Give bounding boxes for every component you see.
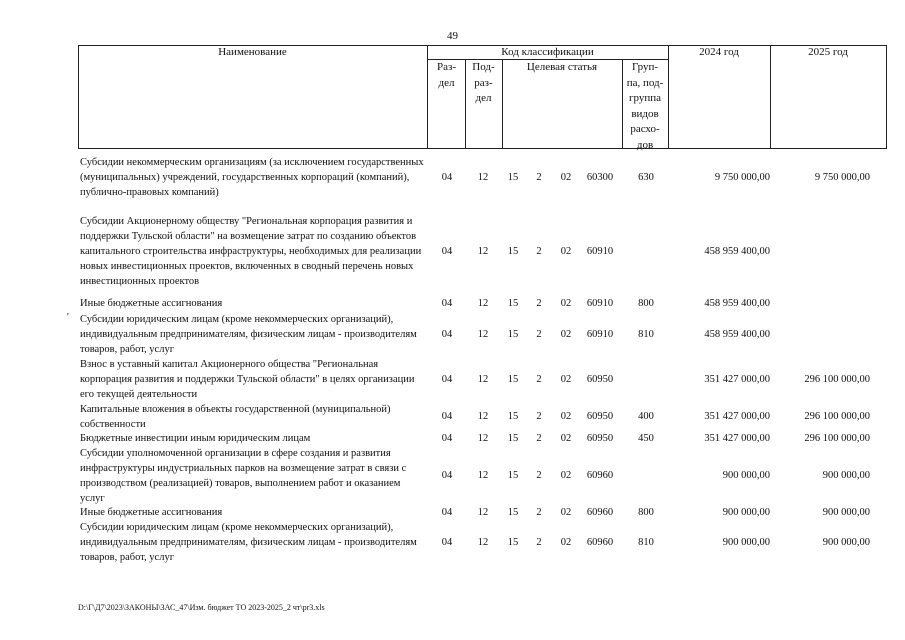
row-target-3: 02 xyxy=(560,433,572,444)
row-target-4: 60910 xyxy=(586,246,614,257)
row-target-2: 2 xyxy=(536,329,542,340)
row-target-4: 60300 xyxy=(586,172,614,183)
row-amount-2025: 296 100 000,00 xyxy=(804,411,870,422)
row-target-4: 60950 xyxy=(586,433,614,444)
row-amount-2024: 458 959 400,00 xyxy=(704,329,770,340)
row-target-1: 15 xyxy=(507,374,519,385)
row-razdel: 04 xyxy=(441,470,453,481)
row-target-2: 2 xyxy=(536,298,542,309)
row-target-4: 60950 xyxy=(586,411,614,422)
row-razdel: 04 xyxy=(441,374,453,385)
header-target: Целевая статья xyxy=(526,61,598,73)
row-target-4: 60950 xyxy=(586,374,614,385)
row-name: Субсидии юридическим лицам (кроме некоммерческих организаций), индивидуальным предпринимателям, физическим лицам - производителям товаров, работ, услуг xyxy=(80,314,417,355)
row-target-3: 02 xyxy=(560,298,572,309)
row-target-1: 15 xyxy=(507,298,519,309)
row-vid: 810 xyxy=(638,329,654,340)
row-name: Субсидии некоммерческим организациям (за исключением государственных (муниципальных) учреждений, государственных корпораций (компаний), публично-правовых компаний) xyxy=(80,157,424,198)
row-target-2: 2 xyxy=(536,246,542,257)
row-podrazdel: 12 xyxy=(477,298,489,309)
row-target-1: 15 xyxy=(507,246,519,257)
row-target-2: 2 xyxy=(536,537,542,548)
row-target-2: 2 xyxy=(536,470,542,481)
row-target-2: 2 xyxy=(536,411,542,422)
row-target-4: 60910 xyxy=(586,329,614,340)
header-divider xyxy=(770,45,771,149)
row-target-4: 60910 xyxy=(586,298,614,309)
row-razdel: 04 xyxy=(441,411,453,422)
row-amount-2025: 296 100 000,00 xyxy=(804,374,870,385)
row-podrazdel: 12 xyxy=(477,411,489,422)
row-amount-2025: 900 000,00 xyxy=(822,470,870,481)
row-name: Иные бюджетные ассигнования xyxy=(80,298,223,309)
row-amount-2024: 900 000,00 xyxy=(722,537,770,548)
header-vid: Груп- па, под- группа видов расхо- дов xyxy=(626,61,664,151)
row-podrazdel: 12 xyxy=(477,172,489,183)
row-razdel: 04 xyxy=(441,246,453,257)
row-name: Бюджетные инвестиции иным юридическим лицам xyxy=(80,433,311,444)
row-razdel: 04 xyxy=(441,298,453,309)
row-amount-2024: 351 427 000,00 xyxy=(704,433,770,444)
row-amount-2024: 351 427 000,00 xyxy=(704,374,770,385)
row-name: Субсидии юридическим лицам (кроме некоммерческих организаций), индивидуальным предпринимателям, физическим лицам - производителям товаров, работ, услуг xyxy=(80,522,417,563)
row-amount-2025: 296 100 000,00 xyxy=(804,433,870,444)
row-razdel: 04 xyxy=(441,172,453,183)
row-podrazdel: 12 xyxy=(477,537,489,548)
row-razdel: 04 xyxy=(441,507,453,518)
row-name: Взнос в уставный капитал Акционерного общества "Региональная корпорация развития и поддержки Тульской области" в целях организации его текущей деятельности xyxy=(80,359,415,400)
header-year-2024: 2024 год xyxy=(699,46,739,58)
row-amount-2024: 9 750 000,00 xyxy=(714,172,770,183)
page-number: 49 xyxy=(447,30,458,42)
row-target-4: 60960 xyxy=(586,470,614,481)
row-target-3: 02 xyxy=(560,470,572,481)
row-target-3: 02 xyxy=(560,246,572,257)
row-target-3: 02 xyxy=(560,329,572,340)
row-name: Субсидии уполномоченной организации в сфере создания и развития инфраструктуры индустриальных парков на возмещение затрат в связи с производством (реализацией) товаров, выполнением работ и оказанием услуг xyxy=(80,448,407,504)
row-podrazdel: 12 xyxy=(477,507,489,518)
row-vid: 630 xyxy=(638,172,654,183)
header-razdel: Раз- дел xyxy=(436,61,456,89)
row-name: Иные бюджетные ассигнования xyxy=(80,507,223,518)
row-podrazdel: 12 xyxy=(477,433,489,444)
row-podrazdel: 12 xyxy=(477,329,489,340)
row-podrazdel: 12 xyxy=(477,246,489,257)
row-amount-2024: 351 427 000,00 xyxy=(704,411,770,422)
row-target-1: 15 xyxy=(507,470,519,481)
row-amount-2025: 900 000,00 xyxy=(822,537,870,548)
row-vid: 800 xyxy=(638,298,654,309)
row-amount-2024: 458 959 400,00 xyxy=(704,298,770,309)
row-podrazdel: 12 xyxy=(477,374,489,385)
row-target-1: 15 xyxy=(507,507,519,518)
row-amount-2025: 9 750 000,00 xyxy=(814,172,870,183)
row-target-1: 15 xyxy=(507,329,519,340)
row-target-3: 02 xyxy=(560,172,572,183)
header-year-2025: 2025 год xyxy=(808,46,848,58)
row-target-3: 02 xyxy=(560,411,572,422)
row-target-3: 02 xyxy=(560,507,572,518)
row-target-2: 2 xyxy=(536,507,542,518)
row-razdel: 04 xyxy=(441,329,453,340)
footer-file-path: D:\Г\Д7\2023\ЗАКОНЫ\ЗАС_47\Изм. бюджет ТО 2023-2025_2 чт\pr3.xls xyxy=(78,603,325,612)
row-target-1: 15 xyxy=(507,537,519,548)
row-name: Субсидии Акционерному обществу "Региональная корпорация развития и поддержки Тульской области" на возмещение затрат по созданию объектов капитального строительства инфраструктуры, необходимых для реализации новых инвестиционных проектов, включенных в сводный перечень новых инвестиционных проектов xyxy=(80,216,422,287)
header-divider xyxy=(886,45,887,149)
header-divider xyxy=(668,45,669,149)
header-code: Код классификации xyxy=(501,46,594,58)
row-vid: 400 xyxy=(638,411,654,422)
row-razdel: 04 xyxy=(441,537,453,548)
row-target-3: 02 xyxy=(560,537,572,548)
row-target-2: 2 xyxy=(536,433,542,444)
row-amount-2024: 900 000,00 xyxy=(722,470,770,481)
row-target-1: 15 xyxy=(507,411,519,422)
row-podrazdel: 12 xyxy=(477,470,489,481)
row-amount-2024: 458 959 400,00 xyxy=(704,246,770,257)
row-vid: 450 xyxy=(638,433,654,444)
row-amount-2024: 900 000,00 xyxy=(722,507,770,518)
row-target-2: 2 xyxy=(536,374,542,385)
header-podrazdel: Под- раз- дел xyxy=(472,61,495,104)
row-target-4: 60960 xyxy=(586,537,614,548)
row-target-1: 15 xyxy=(507,433,519,444)
row-target-2: 2 xyxy=(536,172,542,183)
row-amount-2025: 900 000,00 xyxy=(822,507,870,518)
margin-mark: ' xyxy=(67,312,69,323)
header-name: Наименование xyxy=(218,46,287,58)
header-divider xyxy=(78,45,79,149)
row-target-4: 60960 xyxy=(586,507,614,518)
row-razdel: 04 xyxy=(441,433,453,444)
row-target-3: 02 xyxy=(560,374,572,385)
row-vid: 810 xyxy=(638,537,654,548)
row-target-1: 15 xyxy=(507,172,519,183)
row-name: Капитальные вложения в объекты государственной (муниципальной) собственности xyxy=(80,404,391,430)
row-vid: 800 xyxy=(638,507,654,518)
